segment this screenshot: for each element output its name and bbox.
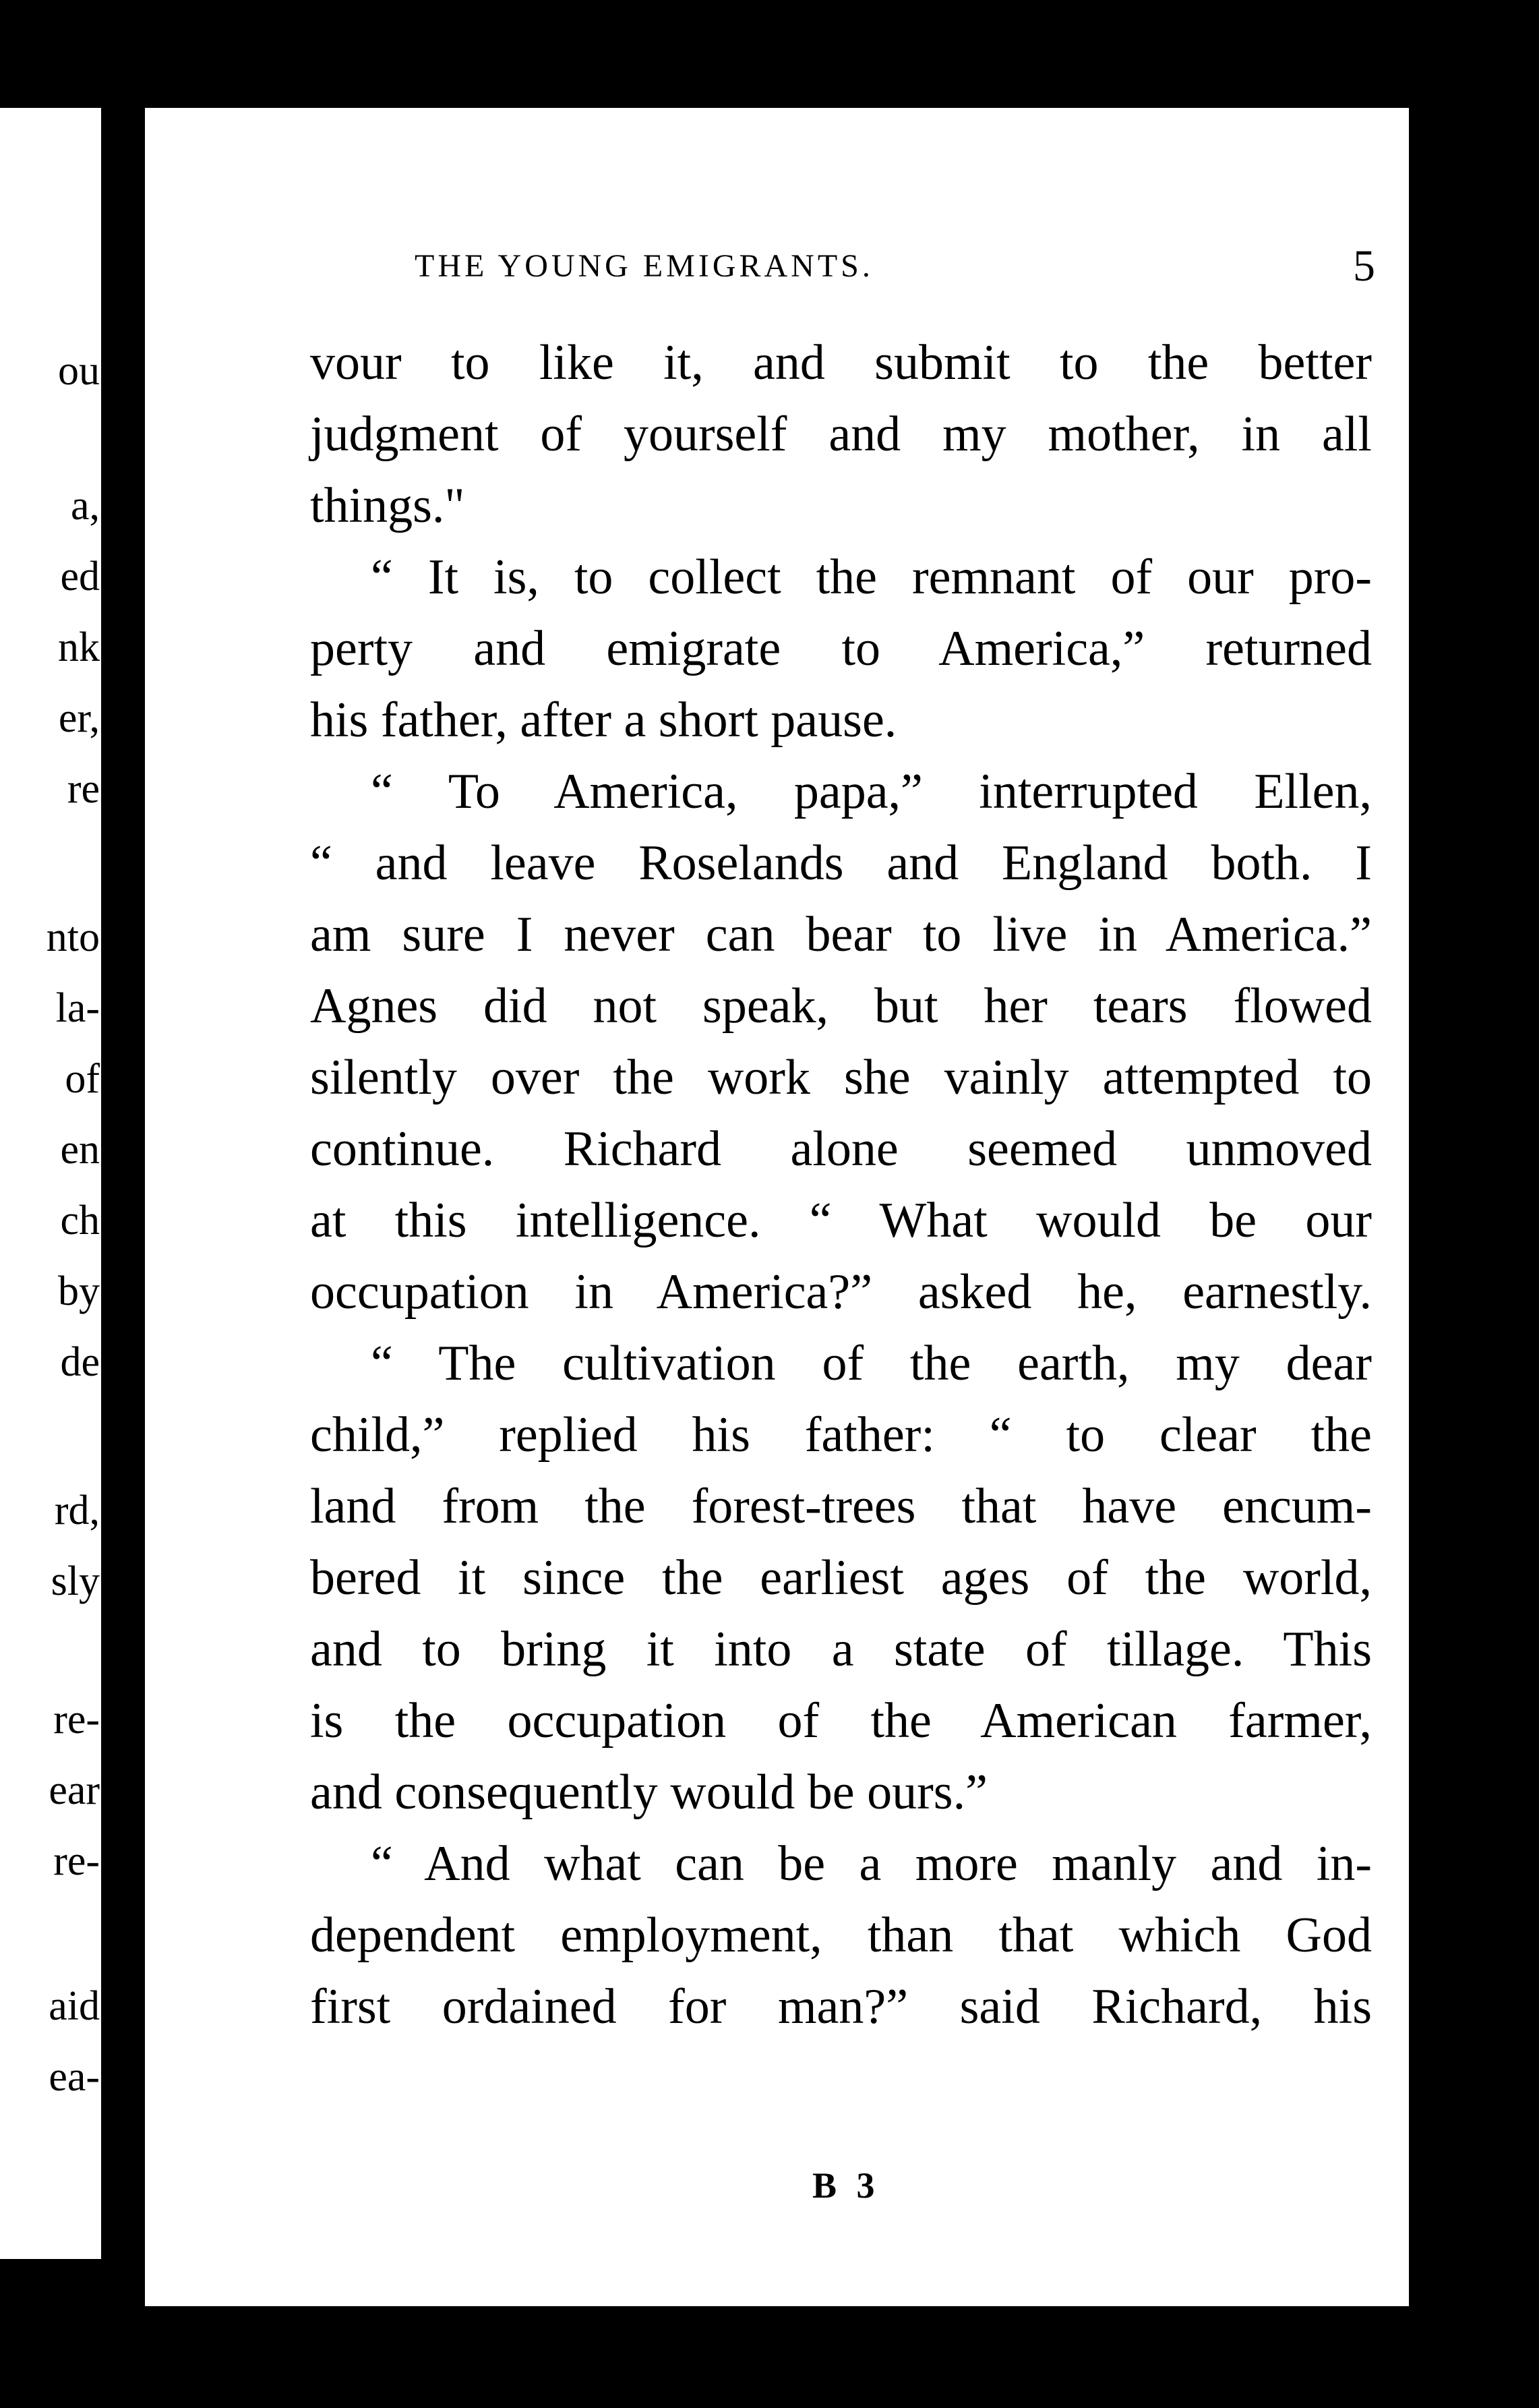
left-fragment: re-: [53, 1838, 100, 1884]
text-line: his father, after a short pause.: [310, 693, 897, 748]
left-fragment: re-: [53, 1697, 100, 1742]
left-fragment: aid: [49, 1983, 100, 2029]
left-fragment: sly: [51, 1558, 100, 1604]
text-line: “ The cultivation of the earth, my dear: [371, 1336, 1372, 1391]
text-line: “ It is, to collect the remnant of our pro-: [371, 550, 1372, 605]
text-line: continue. Richard alone seemed unmoved: [310, 1121, 1372, 1177]
text-line: Agnes did not speak, but her tears flowed: [310, 978, 1372, 1034]
book-page: [145, 108, 1409, 2306]
text-line: things.": [310, 478, 465, 533]
text-line: at this intelligence. “ What would be our: [310, 1193, 1372, 1248]
left-fragment: ed: [60, 554, 100, 599]
left-fragment: ea-: [49, 2054, 100, 2100]
text-line: first ordained for man?” said Richard, his: [310, 1979, 1372, 2034]
text-line: silently over the work she vainly attempted to: [310, 1050, 1372, 1105]
previous-page-edge: [0, 108, 101, 2259]
text-line: bered it since the earliest ages of the world,: [310, 1550, 1372, 1606]
left-fragment: en: [60, 1127, 100, 1173]
text-line: and consequently would be ours.”: [310, 1765, 988, 1820]
left-fragment: nk: [58, 624, 100, 670]
text-line: dependent employment, than that which God: [310, 1908, 1372, 1963]
running-head: THE YOUNG EMIGRANTS.: [415, 248, 874, 284]
left-fragment: by: [58, 1268, 100, 1314]
left-fragment: la-: [55, 985, 100, 1031]
left-fragment: rd,: [54, 1488, 100, 1533]
left-fragment: ear: [49, 1767, 100, 1813]
text-line: vour to like it, and submit to the better: [310, 335, 1372, 390]
text-line: child,” replied his father: “ to clear the: [310, 1407, 1372, 1463]
text-line: land from the forest-trees that have encum-: [310, 1479, 1372, 1534]
page-number: 5: [1353, 241, 1375, 291]
text-line: and to bring it into a state of tillage. This: [310, 1622, 1372, 1677]
text-line: “ And what can be a more manly and in-: [371, 1836, 1372, 1891]
text-line: occupation in America?” asked he, earnestly.: [310, 1264, 1372, 1320]
text-line: perty and emigrate to America,” returned: [310, 621, 1372, 676]
text-line: is the occupation of the American farmer,: [310, 1693, 1372, 1749]
left-fragment: a,: [70, 483, 100, 529]
left-fragment: de: [60, 1339, 100, 1385]
left-fragment: er,: [58, 695, 100, 741]
scan-border: [1409, 108, 1539, 2306]
page-header: [415, 239, 1392, 293]
left-fragment: of: [65, 1056, 100, 1102]
signature-mark: B 3: [812, 2165, 880, 2206]
left-fragment: ch: [60, 1198, 100, 1243]
left-fragment: ou: [58, 348, 100, 394]
page-body: [310, 327, 1372, 2043]
left-fragment: re: [67, 766, 100, 812]
text-line: “ To America, papa,” interrupted Ellen,: [371, 764, 1372, 819]
text-line: am sure I never can bear to live in America.”: [310, 907, 1372, 962]
text-line: judgment of yourself and my mother, in all: [310, 407, 1372, 462]
left-fragment: nto: [46, 914, 100, 960]
text-line: “ and leave Roselands and England both. I: [310, 835, 1372, 891]
